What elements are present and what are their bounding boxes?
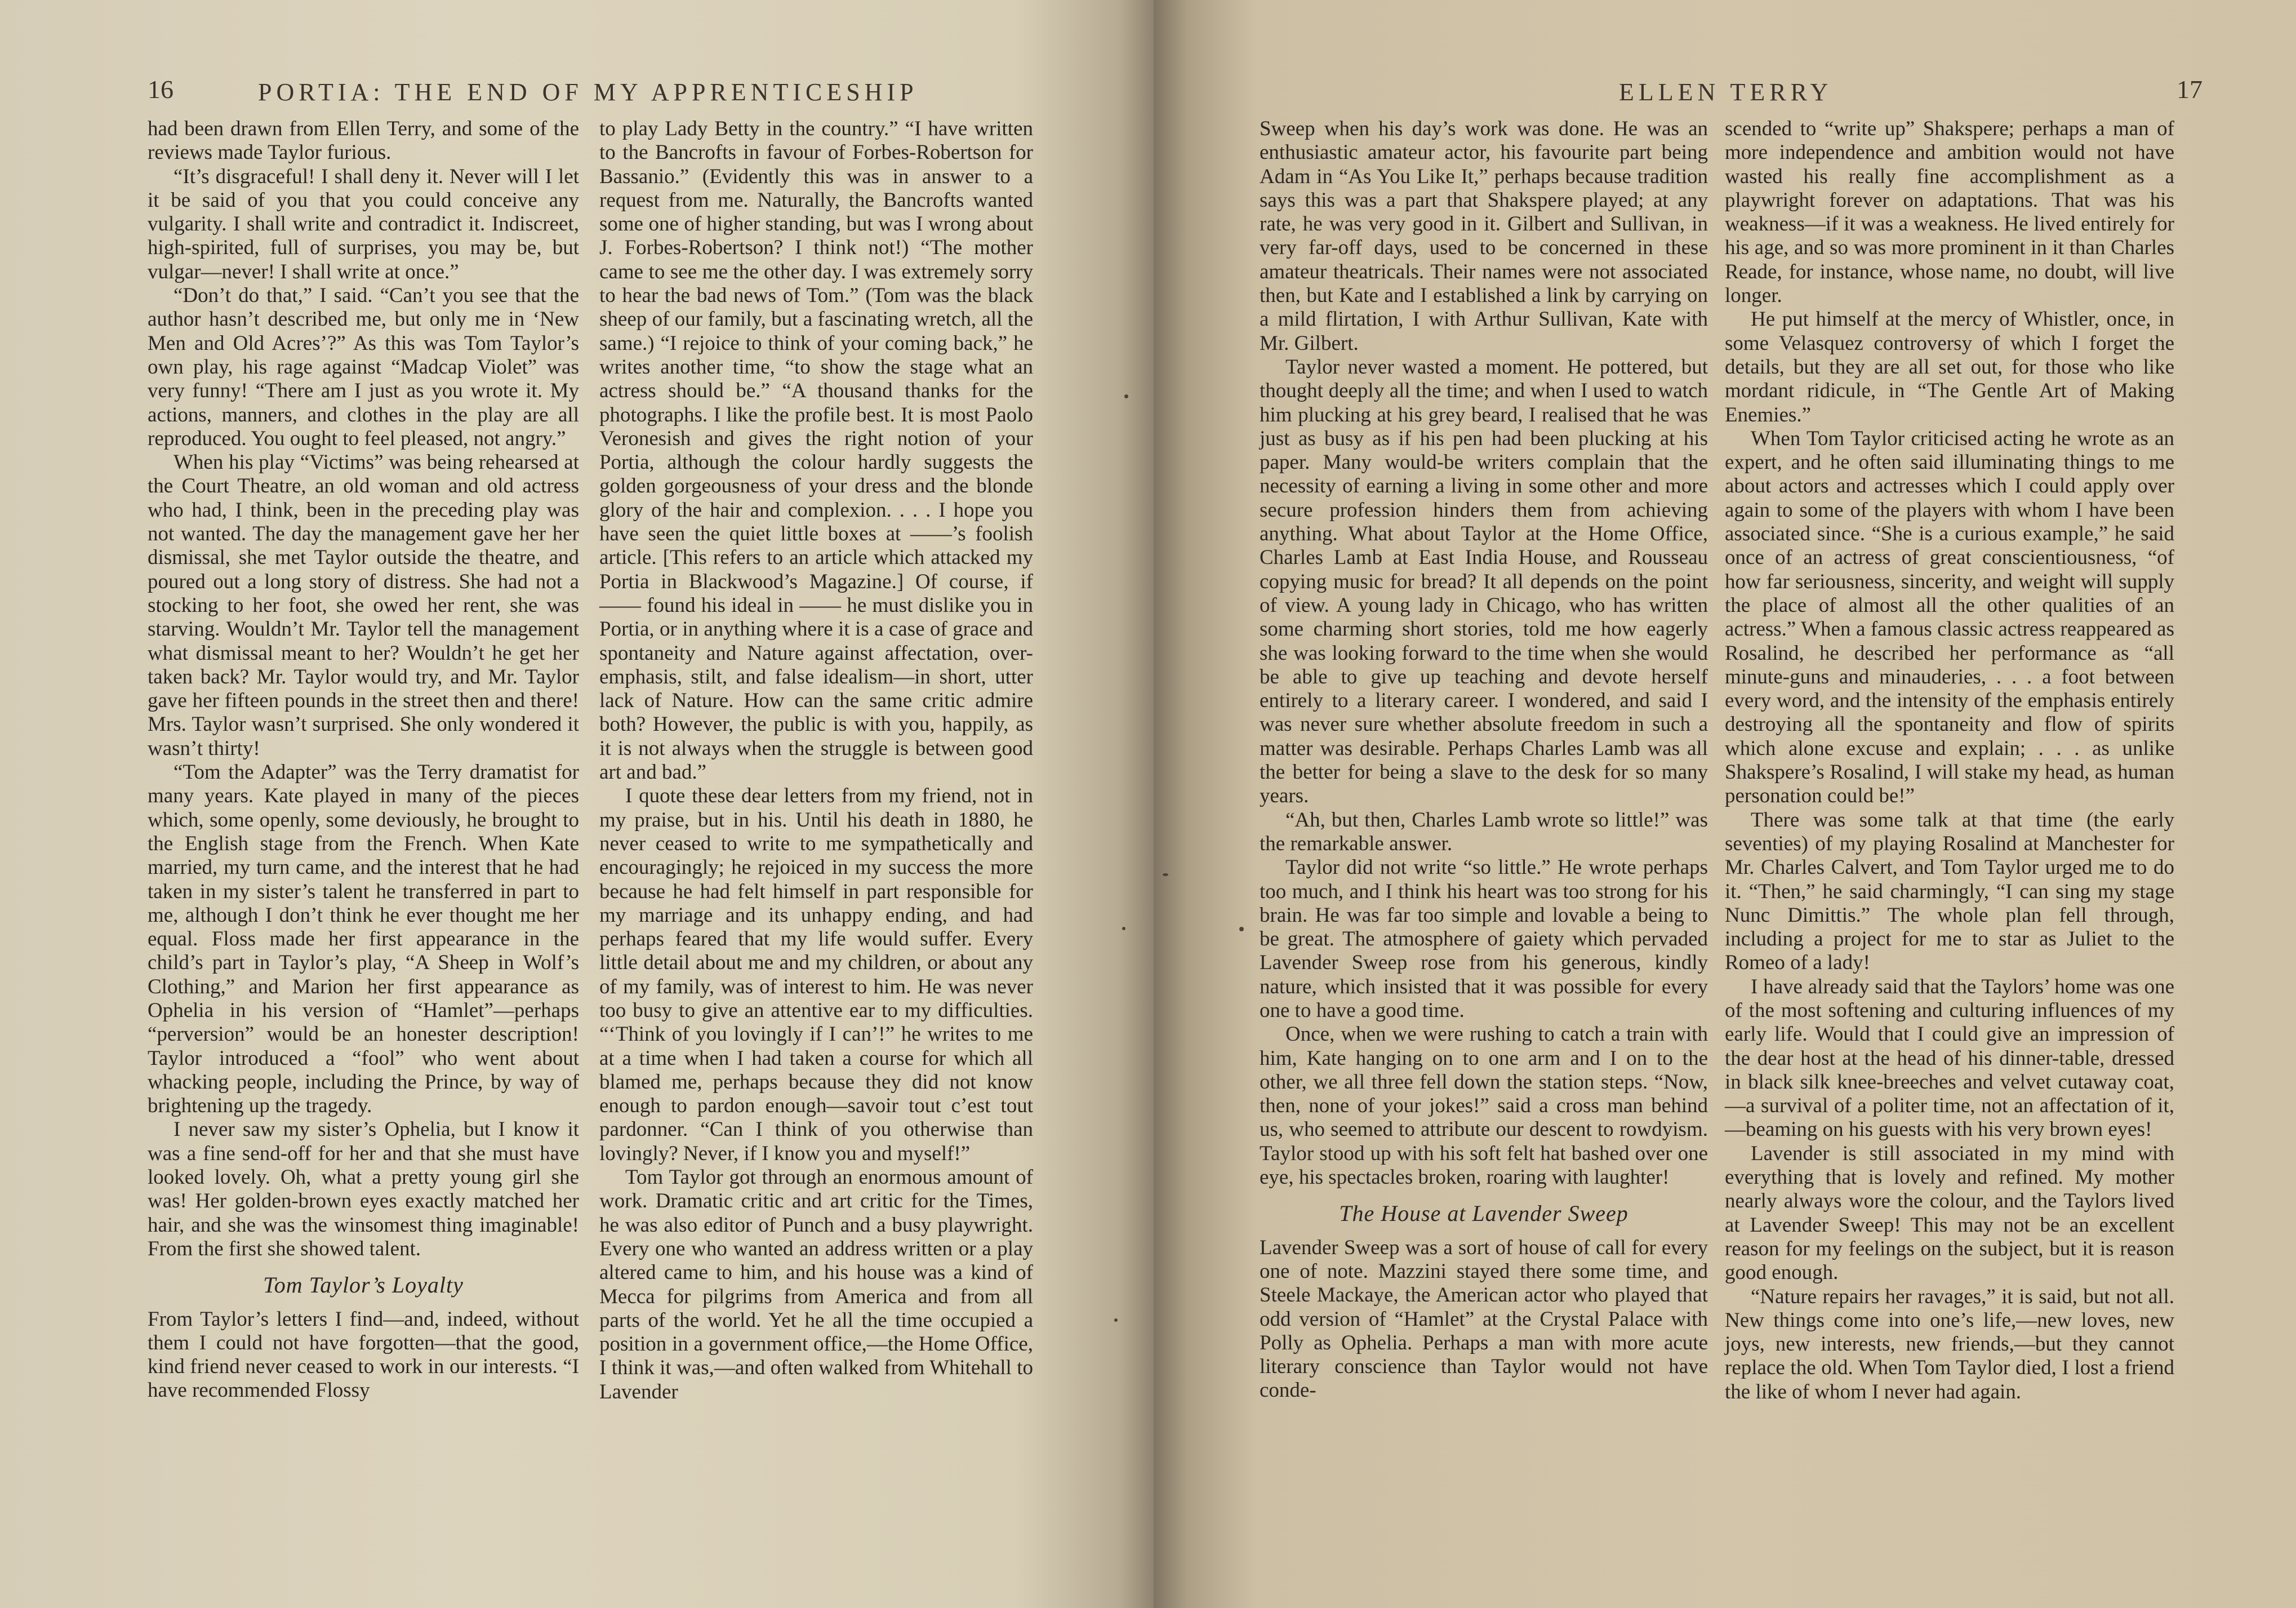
- left-column-2: [599, 117, 1033, 1404]
- left-col1-after-heading: From Taylor’s letters I find—and, indeed, without them I could not have forgotten—that the good, kind friend never ceased to work in our interests. “I have recommended Flossy: [148, 1307, 579, 1402]
- body-paragraph: Taylor did not write “so little.” He wrote perhaps too much, and I think his heart was too strong for his brain. He was far too simple and lovable a being to be great. The atmosphere of gaiety which pervaded Lavender Sweep rose from his generous, kindly nature, which insisted that it was possible for every one to have a good time.: [1260, 856, 1708, 1022]
- body-paragraph: “Tom the Adapter” was the Terry dramatist for many years. Kate played in many of the pieces which, some openly, some deviously, he brought to the English stage from the French. When Kate married, my turn came, and the interest that he had taken in my sister’s talent he transferred in part to me, although I don’t think he ever thought me her equal. Floss made her first appearance in the child’s part in Taylor’s play, “A Sheep in Wolf’s Clothing,” and Marion her first appearance as Ophelia in his version of “Hamlet”—perhaps “perversion” would be an honester description! Taylor introduced a “fool” who went about whacking people, including the Prince, by way of brightening up the tragedy.: [148, 761, 579, 1118]
- body-paragraph: When his play “Victims” was being rehearsed at the Court Theatre, an old woman and old actress who had, I think, been in the preceding play was not wanted. The day the management gave her her dismissal, she met Taylor outside the theatre, and poured out a long story of distress. She had not a stocking to her foot, she owed her rent, she was starving. Wouldn’t Mr. Taylor tell the management what dismissal meant to her? Wouldn’t he get her taken back? Mr. Taylor would try, and Mr. Taylor gave her fifteen pounds in the street then and there! Mrs. Taylor wasn’t surprised. She only wondered it wasn’t thirty!: [148, 451, 579, 760]
- body-paragraph: “It’s disgraceful! I shall deny it. Never will I let it be said of you that you could conceive any vulgarity. I shall write and contradict it. Indiscreet, high-spirited, full of surprises, you may be, but vulgar—never! I shall write at once.”: [148, 165, 579, 283]
- right-column-2: [1725, 117, 2174, 1404]
- body-paragraph: “Don’t do that,” I said. “Can’t you see that the author hasn’t described me, but only me in ‘New Men and Old Acres’?” As this was Tom Taylor’s own play, his rage against “Madcap Violet” was very funny! “There am I just as you wrote it. My actions, manners, and clothes in the play are all reproduced. You ought to feel pleased, not angry.”: [148, 284, 579, 450]
- section-heading-house-at-lavender-sweep: The House at Lavender Sweep: [1339, 1201, 1628, 1227]
- body-paragraph: Lavender is still associated in my mind with everything that is lovely and refined. My mother nearly always wore the colour, and the Taylors lived at Lavender Sweep! This may not be an excellent reason for my feelings on the subject, but it is reason good enough.: [1725, 1141, 2174, 1285]
- right-col1-after-heading: Lavender Sweep was a sort of house of call for every one of note. Mazzini stayed there some time, and Steele Mackaye, the American actor who played that odd version of “Hamlet” at the Crystal Palace with Polly as Ophelia. Perhaps a man with more acute literary conscience than Taylor would not have conde-: [1260, 1236, 1708, 1402]
- left-col1-paragraphs: [148, 117, 579, 1261]
- right-col1-paragraphs: [1260, 117, 1708, 1189]
- paper-speck: [1124, 394, 1128, 398]
- left-column-1: [148, 117, 579, 1403]
- left-col2-paragraphs: [599, 117, 1033, 1404]
- body-paragraph: to play Lady Betty in the country.” “I have written to the Bancrofts in favour of Forbes-Robertson for Bassanio.” (Evidently this was in answer to a request from me. Naturally, the Bancrofts wanted some one of higher standing, but was I wrong about J. Forbes-Robertson? I think not!) “The mother came to see me the other day. I was extremely sorry to hear the bad news of Tom.” (Tom was the black sheep of our family, but a fascinating wretch, all the same.) “I rejoice to think of your coming back,” he writes another time, “to show the stage what an actress should be.” “A thousand thanks for the photographs. I like the profile best. It is most Paolo Veronesish and gives the right notion of your Portia, although the colour hardly suggests the golden gorgeousness of your dress and the blonde glory of the hair and complexion. . . . I hope you have seen the quiet little boxes at ——’s foolish article. [This refers to an article which attacked my Portia in Blackwood’s Magazine.] Of course, if —— found his ideal in —— he must dislike you in Portia, or in anything where it is a case of grace and spontaneity and Nature against affectation, over-emphasis, stilt, and false idealism—in short, utter lack of Nature. How can the same critic admire both? However, the public is with you, happily, as it is not always when the struggle is between good art and bad.”: [599, 117, 1033, 784]
- body-paragraph: scended to “write up” Shakspere; perhaps a man of more independence and ambition would not have wasted his really fine accomplishment as a playwright forever on adaptations. That was his weakness—if it was a weakness. He lived entirely for his age, and so was more prominent in it than Charles Reade, for instance, whose name, no doubt, will live longer.: [1725, 117, 2174, 308]
- body-paragraph: When Tom Taylor criticised acting he wrote as an expert, and he often said illuminating things to me about actors and actresses which I could apply over again to some of the players with whom I have been associated since. “She is a curious example,” he said once of an actress of great conscientiousness, “of how far seriousness, sincerity, and weight will supply the place of almost all the other qualities of an actress.” When a famous classic actress reappeared as Rosalind, he described her performance as “all minute-guns and minauderies, . . . a foot between every word, and the intensity of the emphasis entirely destroying all the spontaneity and flow of spirits which alone excuse and explain; . . . as unlike Shakspere’s Rosalind, I will stake my head, as human personation could be!”: [1725, 427, 2174, 808]
- body-paragraph: He put himself at the mercy of Whistler, once, in some Velasquez controversy of which I forget the details, but they are all set out, for those who like mordant ridicule, in “The Gentle Art of Making Enemies.”: [1725, 308, 2174, 427]
- paper-speck: [1239, 927, 1244, 931]
- left-running-head: PORTIA: THE END OF MY APPRENTICESHIP: [258, 78, 918, 106]
- right-col2-paragraphs: [1725, 117, 2174, 1404]
- body-paragraph: Sweep when his day’s work was done. He was an enthusiastic amateur actor, his favourite part being Adam in “As You Like It,” perhaps because tradition says this was a part that Shakspere played; at any rate, he was very good in it. Gilbert and Sullivan, in very far-off days, used to be concerned in these amateur theatricals. Their names were not associated then, but Kate and I established a link by carrying on a mild flirtation, I with Arthur Sullivan, Kate with Mr. Gilbert.: [1260, 117, 1708, 355]
- body-paragraph: Once, when we were rushing to catch a train with him, Kate hanging on to one arm and I on to the other, we all three fell down the station steps. “Now, then, none of your jokes!” said a cross man behind us, who seemed to attribute our descent to rowdyism. Taylor stood up with his soft felt hat bashed over one eye, his spectacles broken, roaring with laughter!: [1260, 1023, 1708, 1189]
- body-paragraph: Taylor never wasted a moment. He pottered, but thought deeply all the time; and when I used to watch him plucking at his grey beard, I realised that he was just as busy as if his pen had been plucking at his paper. Many would-be writers complain that the necessity of earning a living in some other and more secure profession hinders them from achieving anything. What about Taylor at the Home Office, Charles Lamb at East India House, and Rousseau copying music for bread? It all depends on the point of view. A young lady in Chicago, who has written some charming short stories, told me how eagerly she was looking forward to the time when she would be able to give up teaching and devote herself entirely to a literary career. I wondered, and said I was never sure whether absolute freedom in such a matter was desirable. Perhaps Charles Lamb was all the better for being a slave to the desk for so many years.: [1260, 355, 1708, 808]
- paper-speck: [1163, 873, 1168, 876]
- right-column-1: [1260, 117, 1708, 1403]
- body-paragraph: Tom Taylor got through an enormous amount of work. Dramatic critic and art critic for the Times, he was also editor of Punch and a busy playwright. Every one who wanted an address written or a play altered came to him, and his house was a kind of Mecca for pilgrims from America and from all parts of the world. Yet he all the time occupied a position in a government office,—the Home Office, I think it was,—and often walked from Whitehall to Lavender: [599, 1166, 1033, 1403]
- body-paragraph: There was some talk at that time (the early seventies) of my playing Rosalind at Manchester for Mr. Charles Calvert, and Tom Taylor urged me to do it. “Then,” he said charmingly, “I can sing my stage Nunc Dimittis.” The whole plan fell through, including a project for me to star as Juliet to the Romeo of a lady!: [1725, 808, 2174, 975]
- body-paragraph: I never saw my sister’s Ophelia, but I know it was a fine send-off for her and that she must have looked lovely. Oh, what a pretty young girl she was! Her golden-brown eyes exactly matched her hair, and she was the winsomest thing imaginable! From the first she showed talent.: [148, 1118, 579, 1260]
- body-paragraph: I have already said that the Taylors’ home was one of the most softening and culturing influences of my early life. Would that I could give an impression of the dear host at the head of his dinner-table, dressed in black silk knee-breeches and velvet cutaway coat,—a survival of a politer time, not an affectation of it,—beaming on his guests with his very brown eyes!: [1725, 975, 2174, 1141]
- body-paragraph: “Nature repairs her ravages,” it is said, but not all. New things come into one’s life,—new loves, new joys, new interests, new friends,—but they cannot replace the old. When Tom Taylor died, I lost a friend the like of whom I never had again.: [1725, 1285, 2174, 1403]
- right-page-number: 17: [2177, 75, 2202, 104]
- body-paragraph: had been drawn from Ellen Terry, and some of the reviews made Taylor furious.: [148, 117, 579, 165]
- right-page: [1154, 0, 2296, 1608]
- right-running-head: ELLEN TERRY: [1619, 78, 1833, 106]
- left-page-number: 16: [148, 75, 173, 104]
- paper-speck: [1122, 927, 1125, 930]
- body-paragraph: I quote these dear letters from my friend, not in my praise, but in his. Until his death in 1880, he never ceased to write to me sympathetically and encouragingly; he rejoiced in my success the more because he had felt himself in part responsible for my marriage and its unhappy ending, and had perhaps feared that my life would suffer. Every little detail about me and my children, or about any of my family, was of interest to him. He was never too busy to give an attentive ear to my difficulties. “‘Think of you lovingly if I can’!” he writes to me at a time when I had taken a course for which all blamed me, perhaps because they did not know enough to pardon enough—savoir tout c’est tout pardonner. “Can I think of you otherwise than lovingly? Never, if I know you and myself!”: [599, 784, 1033, 1165]
- section-heading-tom-taylors-loyalty: Tom Taylor’s Loyalty: [263, 1272, 464, 1298]
- body-paragraph: “Ah, but then, Charles Lamb wrote so little!” was the remarkable answer.: [1260, 808, 1708, 855]
- paper-speck: [1114, 1318, 1118, 1322]
